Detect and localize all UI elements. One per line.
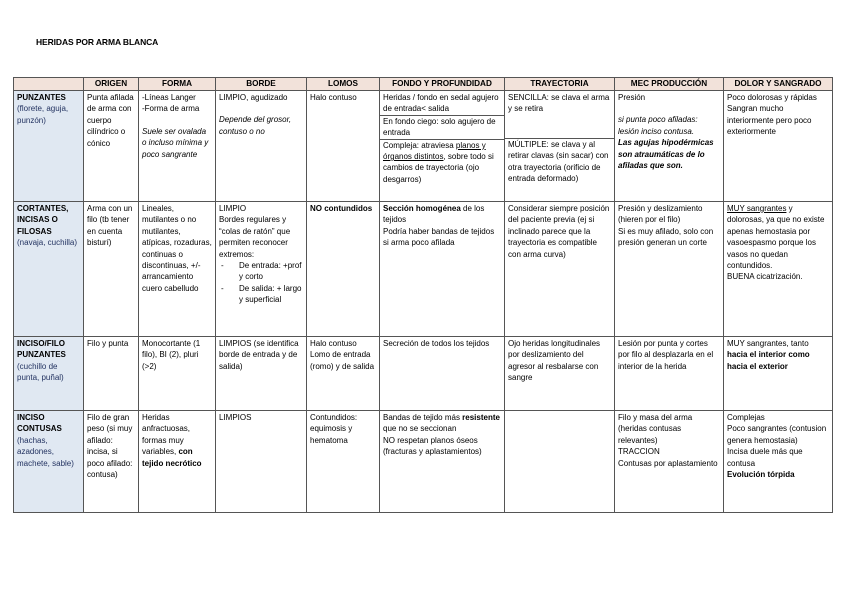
row-subtitle: (hachas, azadones, machete, sable) [17, 435, 74, 468]
text-part: MUY sangrantes [727, 204, 787, 213]
cell-trayectoria [505, 337, 615, 411]
cell-text: Secreción de todos los tejidos [383, 339, 490, 348]
cell-text: LIMPIOS (se identifica borde de entrada y de salida) [219, 339, 299, 371]
header-borde: BORDE [216, 78, 307, 91]
header-lomos: LOMOS [307, 78, 380, 91]
cell-text: SENCILLA: se clava el arma y se retira [508, 93, 610, 114]
table-row [14, 202, 833, 337]
cell-text [380, 139, 504, 186]
table-row [14, 337, 833, 411]
cell-text [383, 203, 501, 226]
cell-trayectoria [505, 202, 615, 337]
header-dolor: DOLOR Y SANGRADO [724, 78, 833, 91]
row-header [14, 202, 84, 337]
cell-text: Incisa duele más que contusa [727, 447, 803, 468]
document-title: HERIDAS POR ARMA BLANCA [36, 37, 159, 47]
cell-text [727, 338, 829, 372]
wound-table [13, 77, 833, 513]
cell-lomos [307, 337, 380, 411]
list-item: - De entrada: +prof y corto [219, 260, 303, 283]
cell-forma [139, 411, 216, 513]
cell-mec [615, 202, 724, 337]
cell-text [142, 412, 212, 469]
header-row [14, 78, 833, 91]
cell-text: Contusas por aplastamiento [618, 458, 718, 468]
text-part: Sección homogénea [383, 204, 461, 213]
cell-trayectoria [505, 91, 615, 202]
extremes-list [219, 260, 303, 306]
header-trayectoria: TRAYECTORIA [505, 78, 615, 91]
cell-text: Punta afilada de arma con cuerpo cilíndrico o cónico [87, 93, 134, 148]
list-item: - De salida: + largo y superficial [219, 283, 303, 306]
cell-mec [615, 411, 724, 513]
cell-origen [84, 337, 139, 411]
cell-fondo [380, 411, 505, 513]
cell-origen [84, 202, 139, 337]
cell-text: LIMPIO, agudizado [219, 93, 288, 102]
cell-dolor [724, 337, 833, 411]
row-header [14, 337, 84, 411]
cell-text: Presión [618, 93, 646, 102]
cell-text: Suele ser ovalada o incluso mínima y poco sangrante [142, 126, 209, 159]
cell-lomos [307, 91, 380, 202]
cell-lomos [307, 202, 380, 337]
row-title: CORTANTES, INCISAS O FILOSAS [17, 204, 69, 236]
cell-dolor [724, 202, 833, 337]
cell-text: Lesión por punta y cortes por filo al desplazarla en el interior de la herida [618, 339, 714, 371]
text-part: que no se seccionan [383, 424, 457, 434]
cell-text: si punta poco afiladas: lesión inciso contusa. [618, 115, 698, 136]
cell-text: -Líneas Langer [142, 93, 196, 102]
cell-lomos [307, 411, 380, 513]
cell-text: NO respetan planos óseos (fracturas y aplastamientos) [383, 435, 482, 457]
cell-text: Halo contuso [310, 93, 357, 102]
cell-dolor [724, 91, 833, 202]
cell-forma [139, 337, 216, 411]
cell-text: Halo contuso Lomo de entrada (romo) y de salida [310, 339, 375, 371]
row-title: INCISO CONTUSAS [17, 413, 62, 434]
cell-text: TRACCION [618, 447, 660, 457]
cell-dolor [724, 411, 833, 513]
cell-text: Lineales, mutilantes o no mutilantes, atípicas, rozaduras, continuas o discontinuas, +/- arrancamiento cuero cabelludo [142, 204, 212, 293]
cell-text: Ojo heridas longitudinales por deslizamiento del agresor al resbalarse con sangre [508, 339, 601, 383]
cell-text: BUENA cicatrización. [727, 272, 803, 282]
cell-fondo [380, 202, 505, 337]
cell-text: Bordes regulares y “colas de ratón” que permiten reconocer extremos: [219, 215, 291, 259]
cell-text: Las agujas hipodérmicas son atraumáticas de lo afiladas que son. [618, 138, 714, 171]
row-title: INCISO/FILO PUNZANTES [17, 339, 66, 360]
cell-mec [615, 91, 724, 202]
cell-text: Contundidos: equimosis y hematoma [310, 413, 358, 445]
text-part: Compleja: atraviesa [383, 140, 456, 150]
text-part: planos y órganos distintos [383, 140, 486, 162]
text-part: Bandas de tejido más [383, 413, 463, 422]
cell-origen [84, 91, 139, 202]
cell-mec [615, 337, 724, 411]
cell-text: Monocortante (1 filo), BI (2), pluri (>2) [142, 339, 201, 371]
text-part: y dolorosas, ya que no existe apenas hemostasia por vasoespasmo porque los vasos no quedan contundidos. [727, 204, 825, 271]
cell-text: Filo y masa del arma (heridas contusas relevantes) [618, 413, 693, 445]
cell-borde [216, 411, 307, 513]
cell-text: Evolución tórpida [727, 470, 795, 480]
cell-text: Arma con un filo (tb tener en cuenta bisturí) [87, 204, 133, 248]
text-part: de los tejidos [383, 204, 485, 225]
cell-borde [216, 202, 307, 337]
row-subtitle: (florete, aguja, punzón) [17, 104, 69, 125]
cell-forma [139, 91, 216, 202]
row-header [14, 91, 84, 202]
cell-text: -Forma de arma [142, 104, 200, 114]
text-part: hacia el interior como hacia el exterior [727, 350, 810, 371]
cell-borde [216, 337, 307, 411]
cell-text [727, 203, 829, 271]
row-subtitle: (navaja, cuchilla) [17, 238, 78, 248]
cell-text: Filo de gran peso (si muy afilado: incisa, si poco afilado: contusa) [87, 413, 133, 480]
cell-text: LIMPIO [219, 204, 247, 213]
header-empty [14, 78, 84, 91]
cell-text: Presión y deslizamiento (hieren por el filo) [618, 204, 703, 225]
cell-text: Poco sangrantes (contusion genera hemostasia) [727, 424, 827, 445]
cell-text: MÚLTIPLE: se clava y al retirar clavas (sin sacar) con otra trayectoria (orificio de entrada deformado) [505, 138, 614, 185]
cell-fondo [380, 337, 505, 411]
cell-text: NO contundidos [310, 204, 373, 213]
text-part: resistente [462, 413, 500, 422]
row-header [14, 411, 84, 513]
header-mec: MEC PRODUCCIÓN [615, 78, 724, 91]
cell-text: En fondo ciego: solo agujero de entrada [380, 115, 504, 139]
table-row [14, 91, 833, 202]
cell-borde [216, 91, 307, 202]
text-part: MUY sangrantes, tanto [727, 339, 809, 348]
cell-text: Heridas / fondo en sedal agujero de entrada< salida [383, 93, 499, 114]
cell-text: Poco dolorosas y rápidas [727, 93, 817, 102]
text-part: Heridas anfractuosas, formas muy variables, [142, 413, 191, 457]
cell-fondo [380, 91, 505, 202]
cell-trayectoria [505, 411, 615, 513]
cell-text: Considerar siempre posición del paciente previa (ej si inclinado parece que la trayectoria es compatible con arma curva) [508, 204, 610, 259]
cell-text: Si es muy afilado, solo con presión generan un corte [618, 226, 714, 248]
cell-forma [139, 202, 216, 337]
header-forma: FORMA [139, 78, 216, 91]
cell-text: Filo y punta [87, 339, 129, 348]
cell-text: Sangran mucho interiormente pero poco exteriormente [727, 104, 812, 137]
text-part: con tejido necrótico [142, 447, 202, 468]
cell-text [383, 412, 501, 435]
cell-text: LIMPIOS [219, 413, 252, 422]
cell-origen [84, 411, 139, 513]
table-row [14, 411, 833, 513]
row-subtitle: (cuchillo de punta, puñal) [17, 361, 64, 383]
header-origen: ORIGEN [84, 78, 139, 91]
header-fondo: FONDO Y PROFUNDIDAD [380, 78, 505, 91]
row-title: PUNZANTES [17, 93, 66, 102]
cell-text: Podría haber bandas de tejidos si arma poco afilada [383, 226, 495, 248]
cell-text: Depende del grosor, contuso o no [219, 115, 292, 136]
cell-text: Complejas [727, 413, 765, 422]
text-part: , sobre todo si cambios de trayectoria (ojo desgarros) [383, 152, 494, 184]
